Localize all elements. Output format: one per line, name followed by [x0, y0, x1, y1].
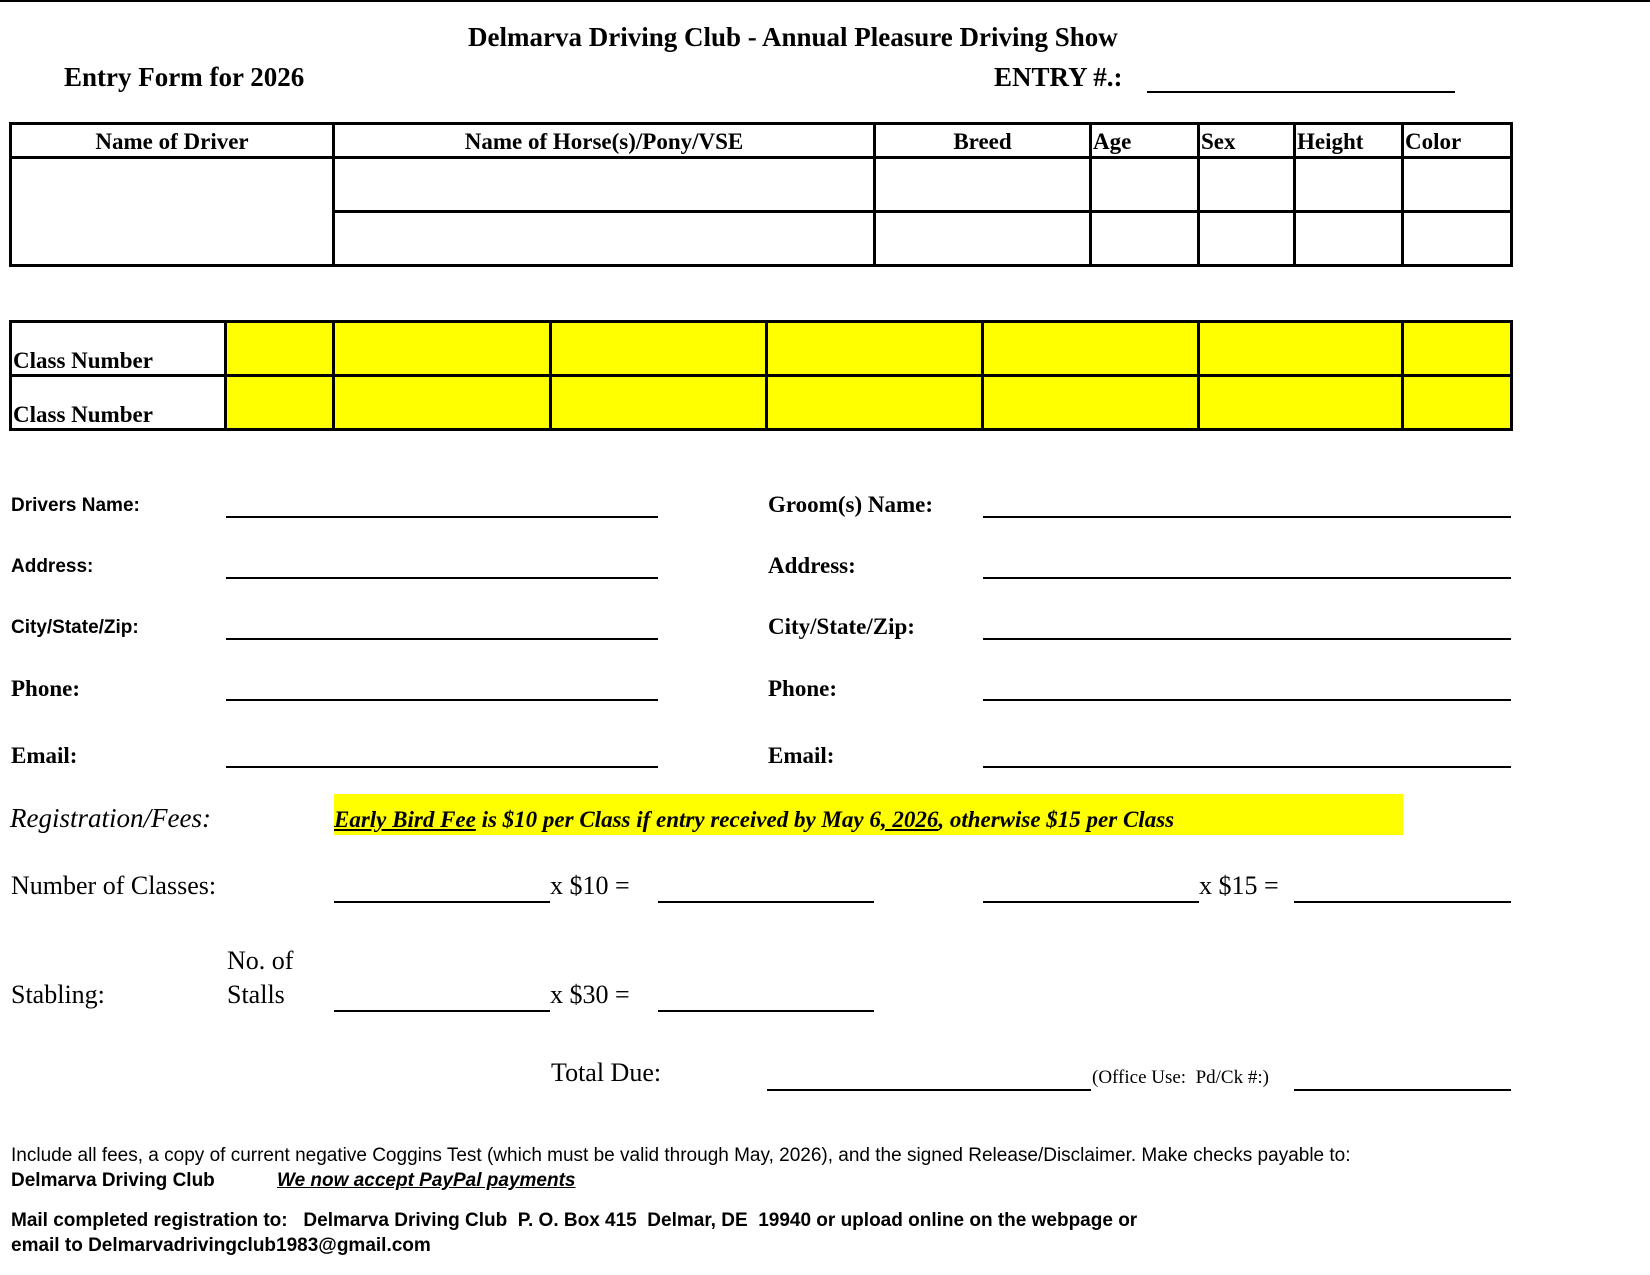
page-title: Delmarva Driving Club - Annual Pleasure Driving Show: [468, 22, 1118, 52]
groom-name-field[interactable]: [983, 516, 1511, 518]
stabling-label: Stabling:: [11, 980, 105, 1009]
driver-city-field[interactable]: [226, 638, 658, 640]
stalls-count-field[interactable]: [334, 1010, 550, 1012]
paypal-link[interactable]: We now accept PayPal payments: [277, 1170, 576, 1191]
groom-city-label: City/State/Zip:: [768, 614, 915, 639]
horse-name-cell-2[interactable]: [335, 213, 873, 264]
groom-email-label: Email:: [768, 743, 835, 768]
header-sex: Sex: [1201, 129, 1236, 154]
driver-address-label: Address:: [11, 556, 94, 577]
stalls-total-field[interactable]: [658, 1010, 874, 1012]
groom-email-field[interactable]: [983, 766, 1511, 768]
classes-10-total-field[interactable]: [658, 901, 874, 903]
header-driver: Name of Driver: [95, 129, 249, 154]
footer-payee: Delmarva Driving Club: [11, 1170, 215, 1191]
groom-address-label: Address:: [768, 553, 856, 578]
registration-fees-heading: Registration/Fees:: [10, 803, 211, 833]
driver-phone-field[interactable]: [226, 699, 658, 701]
early-bird-year-text: , 2026: [880, 807, 939, 832]
no-of-stalls-label-line2: Stalls: [227, 980, 285, 1009]
total-due-field[interactable]: [767, 1089, 1091, 1091]
classes-10-count-field[interactable]: [334, 901, 550, 903]
class-number-label-1: Class Number: [13, 348, 153, 373]
entry-number-label: ENTRY #.:: [994, 62, 1123, 92]
groom-phone-field[interactable]: [983, 699, 1511, 701]
header-height: Height: [1297, 129, 1364, 154]
groom-city-field[interactable]: [983, 638, 1511, 640]
drivers-name-field[interactable]: [226, 516, 658, 518]
form-label: Entry Form for 2026: [64, 62, 305, 92]
classes-15-count-field[interactable]: [983, 901, 1199, 903]
early-bird-notice: [334, 807, 1174, 833]
driver-name-cell[interactable]: [12, 159, 332, 264]
driver-phone-label: Phone:: [11, 676, 80, 701]
total-due-label: Total Due:: [551, 1058, 662, 1087]
groom-phone-label: Phone:: [768, 676, 837, 701]
early-bird-otherwise-text: , otherwise $15 per Class: [938, 807, 1175, 832]
driver-email-field[interactable]: [226, 766, 658, 768]
times-10-label: x $10 =: [550, 871, 630, 900]
number-of-classes-label: Number of Classes:: [11, 871, 217, 900]
header-age: Age: [1093, 129, 1132, 154]
classes-15-total-field[interactable]: [1294, 901, 1511, 903]
entry-number-field[interactable]: [1147, 91, 1455, 93]
header-horse: Name of Horse(s)/Pony/VSE: [464, 129, 744, 154]
driver-city-label: City/State/Zip:: [11, 617, 139, 638]
office-use-label: (Office Use: Pd/Ck #:): [1092, 1067, 1269, 1088]
class-number-label-2: Class Number: [13, 402, 153, 427]
no-of-stalls-label-line1: No. of: [227, 946, 294, 975]
header-breed: Breed: [953, 129, 1012, 154]
drivers-name-label: Drivers Name:: [11, 495, 140, 516]
header-color: Color: [1405, 129, 1462, 154]
top-border: [0, 0, 1650, 2]
driver-address-field[interactable]: [226, 577, 658, 579]
footer-mail-address: Mail completed registration to: Delmarva Driving Club P. O. Box 415 Delmar, DE 19940 or upload online on the webpage or: [11, 1210, 1138, 1231]
times-30-label: x $30 =: [550, 980, 630, 1009]
early-bird-fee-text: Early Bird Fee: [334, 807, 476, 832]
footer-email: email to Delmarvadrivingclub1983@gmail.com: [11, 1235, 431, 1256]
groom-name-label: Groom(s) Name:: [768, 492, 933, 517]
driver-email-label: Email:: [11, 743, 78, 768]
footer-instructions: Include all fees, a copy of current negative Coggins Test (which must be valid through May, 2026), and the signed Release/Disclaimer. Make checks payable to:: [11, 1145, 1351, 1166]
times-15-label: x $15 =: [1199, 871, 1279, 900]
groom-address-field[interactable]: [983, 577, 1511, 579]
early-bird-condition-text: is $10 per Class if entry received by May 6: [475, 807, 881, 832]
office-use-check-field[interactable]: [1294, 1089, 1511, 1091]
horse-name-cell-1[interactable]: [335, 159, 873, 210]
